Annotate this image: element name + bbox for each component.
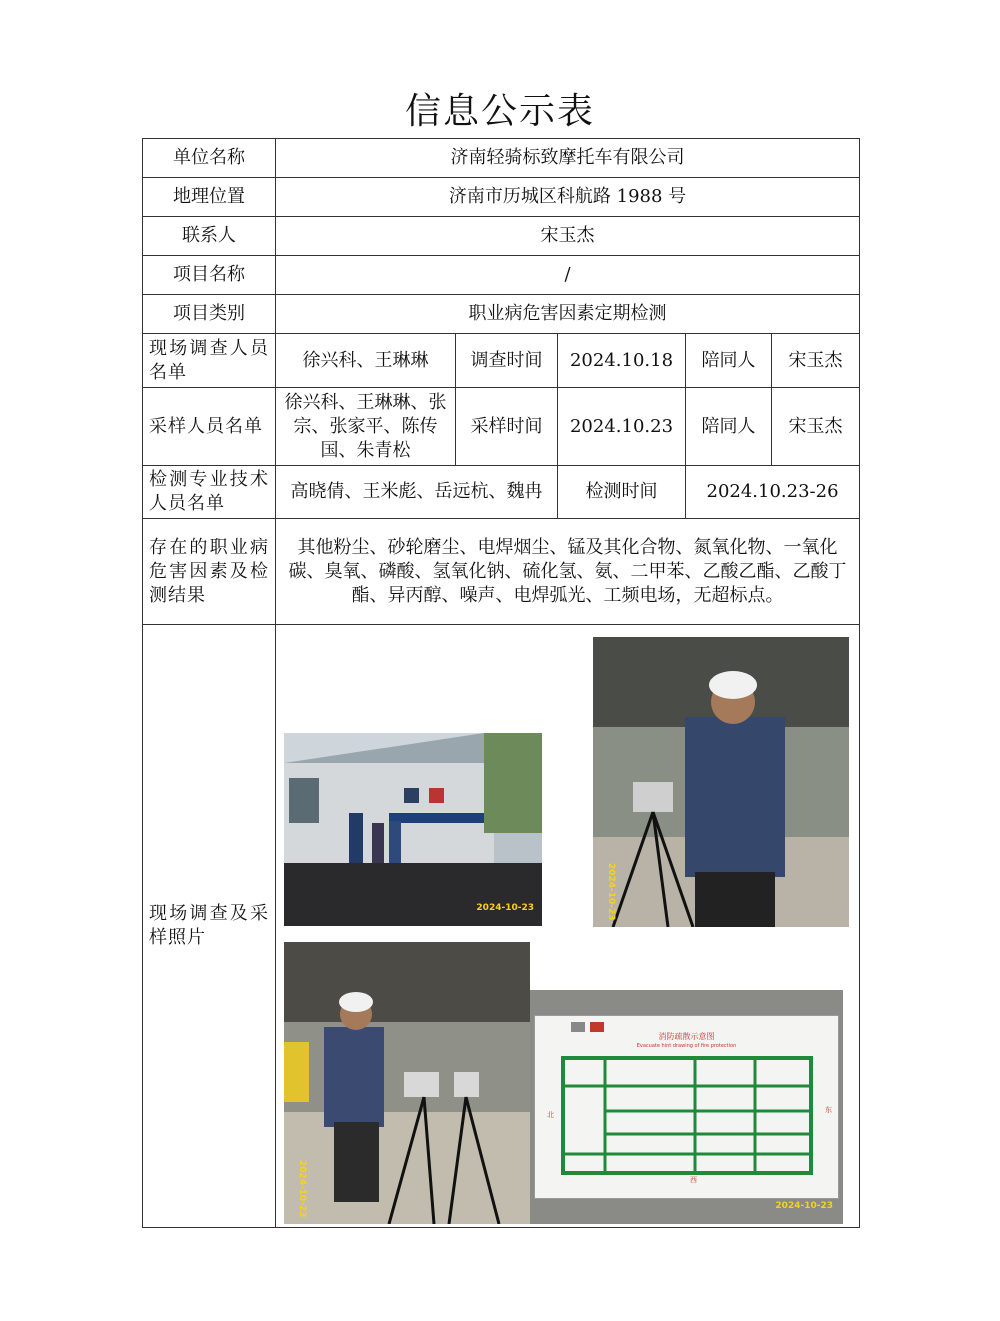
- label-hazards: 存在的职业病危害因素及检测结果: [143, 519, 276, 625]
- sign-subtitle: Evacuate hint drawing of fire protection: [636, 1043, 737, 1049]
- photo-sampling-2-date: 2024-10-23: [297, 1160, 307, 1218]
- page-title: 信息公示表: [404, 91, 595, 132]
- value-hazards: 其他粉尘、砂轮磨尘、电焊烟尘、锰及其化合物、氮氧化物、一氧化碳、臭氧、磷酸、氢氧化钠、硫化氢、氨、二甲苯、乙酸乙酯、乙酸丁酯、异丙醇、噪声、电焊弧光、工频电场，无超标点。: [276, 519, 860, 625]
- sampling-people: 徐兴科、王琳琳、张宗、张家平、陈传国、朱青松: [276, 388, 456, 466]
- photo-sampling-2: [284, 942, 530, 1224]
- row-project-name: [143, 256, 860, 295]
- sampling-escort: 宋玉杰: [772, 388, 860, 466]
- label-sampling: 采样人员名单: [143, 388, 276, 466]
- label-project-type: 项目类别: [143, 295, 276, 334]
- photo-area: [276, 625, 860, 1228]
- label-location: 地理位置: [143, 178, 276, 217]
- label-unit: 单位名称: [143, 139, 276, 178]
- sign-west: 西: [690, 1176, 697, 1184]
- label-testing: 检测专业技术人员名单: [143, 466, 276, 519]
- testing-time-label: 检测时间: [558, 466, 686, 519]
- row-photos: [143, 625, 860, 1228]
- survey-escort-label: 陪同人: [686, 334, 772, 388]
- value-project-type: 职业病危害因素定期检测: [276, 295, 860, 334]
- label-project-name: 项目名称: [143, 256, 276, 295]
- sign-title: 消防疏散示意图: [658, 1032, 715, 1041]
- survey-people: 徐兴科、王琳琳: [276, 334, 456, 388]
- sign-east: 东: [825, 1106, 832, 1114]
- survey-time-label: 调查时间: [456, 334, 558, 388]
- sampling-time: 2024.10.23: [558, 388, 686, 466]
- value-contact: 宋玉杰: [276, 217, 860, 256]
- testing-time: 2024.10.23-26: [686, 466, 860, 519]
- value-project-name: /: [276, 256, 860, 295]
- sampling-time-label: 采样时间: [456, 388, 558, 466]
- sampling-escort-label: 陪同人: [686, 388, 772, 466]
- sign-floorplan: [535, 1016, 838, 1198]
- row-sampling: [143, 388, 860, 466]
- info-table: [142, 138, 860, 1228]
- sign-north: 北: [547, 1111, 554, 1119]
- row-location: [143, 178, 860, 217]
- photo-building-date: 2024-10-23: [476, 903, 534, 913]
- photo-building: [284, 733, 542, 926]
- evacuation-sign-board: [534, 1015, 839, 1199]
- label-survey: 现场调查人员名单: [143, 334, 276, 388]
- row-survey: [143, 334, 860, 388]
- photo-sampling-1: [593, 637, 849, 927]
- row-hazards: [143, 519, 860, 625]
- testing-people: 高晓倩、王米彪、岳远杭、魏冉: [276, 466, 558, 519]
- row-contact: [143, 217, 860, 256]
- photo-sampling-1-date: 2024-10-23: [606, 863, 616, 921]
- photo-sign-date: 2024-10-23: [775, 1201, 833, 1211]
- value-location: 济南市历城区科航路 1988 号: [276, 178, 860, 217]
- label-photos: 现场调查及采样照片: [143, 625, 276, 1228]
- label-contact: 联系人: [143, 217, 276, 256]
- survey-escort: 宋玉杰: [772, 334, 860, 388]
- row-testing: [143, 466, 860, 519]
- row-project-type: [143, 295, 860, 334]
- row-unit: [143, 139, 860, 178]
- value-unit: 济南轻骑标致摩托车有限公司: [276, 139, 860, 178]
- survey-time: 2024.10.18: [558, 334, 686, 388]
- photo-evacuation-sign: [530, 990, 843, 1224]
